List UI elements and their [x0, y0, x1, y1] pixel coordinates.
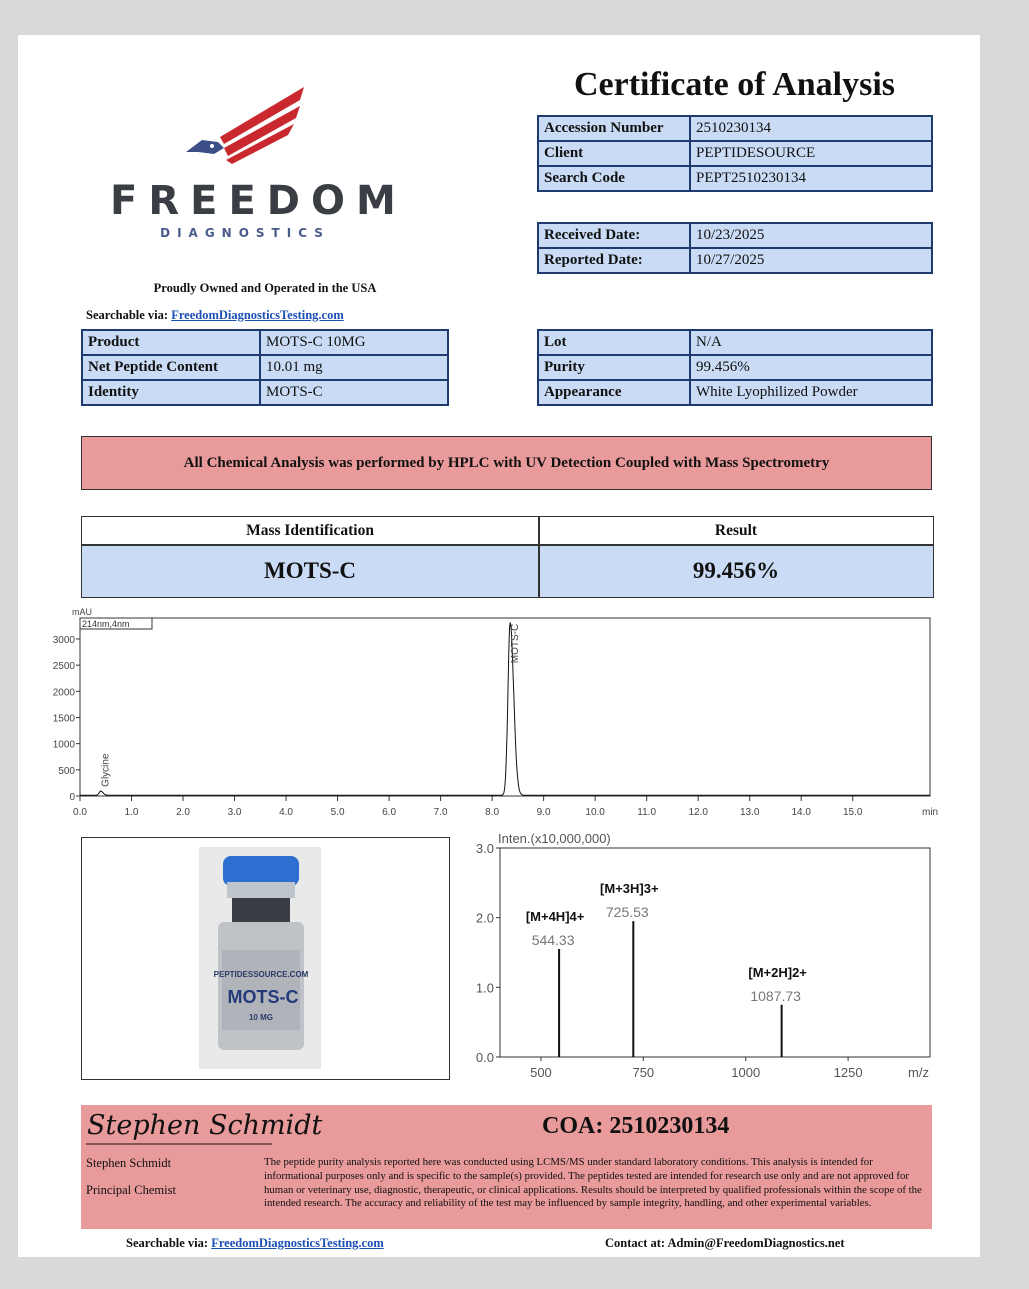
- x-tick-label: 9.0: [536, 807, 551, 818]
- field-label: Accession Number: [538, 116, 690, 141]
- lot-table: [537, 329, 933, 406]
- field-value: 10.01 mg: [260, 355, 448, 380]
- table-row: [82, 330, 448, 355]
- legend-label: 214nm,4nm: [82, 619, 130, 629]
- contact-line: [605, 1236, 845, 1251]
- table-row: [538, 330, 932, 355]
- field-label: Identity: [82, 380, 260, 405]
- vial-image: [82, 838, 449, 1079]
- x-tick-label: 7.0: [433, 807, 448, 818]
- tagline: Proudly Owned and Operated in the USA: [153, 281, 377, 295]
- disclaimer-text: The peptide purity analysis reported here was conducted using LCMS/MS under standard laboratory conditions. This analysis is intended for informational purposes only and is specific to the sample(s) provided. The peptides tested are intended for research use only and are not approved for human or veterinary use, diagnostic, therapeutic, or clinical applications. Results should be interpreted by qualified professionals within the scope of the intended research. The accuracy and reliability of the test may be influenced by sample integrity, handling, and other experimental variables.: [264, 1156, 922, 1210]
- vial-brand: PEPTIDESSOURCE.COM: [213, 970, 309, 979]
- table-row: [538, 141, 932, 166]
- peak-mz-label: 725.53: [605, 904, 649, 921]
- field-value: PEPTIDESOURCE: [690, 141, 932, 166]
- product-table: [81, 329, 449, 406]
- field-value: 10/23/2025: [690, 223, 932, 248]
- chemist-name: Stephen Schmidt: [86, 1156, 172, 1170]
- signature-underline: [86, 1142, 272, 1146]
- y-tick-label: 500: [58, 765, 75, 777]
- x-tick-label: 8.0: [485, 807, 500, 818]
- field-value: N/A: [690, 330, 932, 355]
- field-value: 10/27/2025: [690, 248, 932, 273]
- x-tick-label: 12.0: [688, 807, 708, 818]
- chemist-role: Principal Chemist: [86, 1183, 176, 1197]
- field-value: MOTS-C: [260, 380, 448, 405]
- field-label: Lot: [538, 330, 690, 355]
- y-tick-label: 2.0: [475, 910, 494, 926]
- x-tick-label: 13.0: [739, 807, 760, 818]
- peak-ion-label: [M+2H]2+: [748, 964, 807, 980]
- coa-number: COA: 2510230134: [542, 1113, 730, 1139]
- field-label: Purity: [538, 355, 690, 380]
- peak-ion-label: [M+3H]3+: [600, 881, 659, 897]
- peak-ion-label: [M+4H]4+: [525, 909, 585, 925]
- divider: [82, 544, 933, 546]
- divider: [538, 517, 540, 597]
- dates-table: [537, 222, 933, 274]
- x-tick-label: 1250: [833, 1065, 863, 1080]
- x-tick-label: 5.0: [330, 807, 345, 818]
- field-value: MOTS-C 10MG: [260, 330, 448, 355]
- field-label: Net Peptide Content: [82, 355, 260, 380]
- y-tick-label: 2500: [52, 661, 75, 673]
- field-label: Appearance: [538, 380, 690, 405]
- y-tick-label: 2000: [52, 687, 75, 699]
- x-tick-label: 4.0: [279, 807, 294, 818]
- peak-label: MOTS-C: [510, 623, 522, 664]
- peak-label: Glycine: [100, 753, 112, 787]
- field-value: 99.456%: [690, 355, 932, 380]
- contact-email: Admin@FreedomDiagnostics.net: [667, 1236, 845, 1250]
- flag-eagle-logo-icon: [184, 82, 309, 164]
- x-tick-label: 1000: [731, 1065, 761, 1080]
- y-axis-label: mAU: [72, 607, 92, 617]
- searchable-label: Searchable via:: [86, 308, 169, 322]
- x-tick-label: 14.0: [791, 807, 811, 818]
- table-row: [538, 223, 932, 248]
- bottom-searchable: [126, 1236, 384, 1251]
- field-label: Client: [538, 141, 690, 166]
- field-label: Received Date:: [538, 223, 690, 248]
- table-row: [538, 166, 932, 191]
- table-row: [538, 380, 932, 405]
- y-tick-label: 3.0: [475, 841, 494, 856]
- y-axis-label: Inten.(x10,000,000): [498, 831, 611, 846]
- x-tick-label: 10.0: [585, 807, 605, 818]
- field-label: Reported Date:: [538, 248, 690, 273]
- x-tick-label: 6.0: [382, 807, 397, 818]
- peak-mz-label: 544.33: [531, 932, 575, 949]
- x-tick-label: 500: [530, 1065, 552, 1080]
- searchable-line: [86, 308, 344, 323]
- x-tick-label: 0.0: [73, 807, 87, 818]
- chromatogram-trace: [80, 623, 930, 796]
- searchable-label: Searchable via:: [126, 1236, 209, 1250]
- accession-table: [537, 115, 933, 192]
- y-tick-label: 1500: [52, 713, 75, 725]
- table-row: [538, 116, 932, 141]
- method-banner: All Chemical Analysis was performed by HPLC with UV Detection Coupled with Mass Spectrometry: [81, 436, 932, 490]
- field-value: 2510230134: [690, 116, 932, 141]
- table-row: [82, 355, 448, 380]
- x-tick-label: 15.0: [842, 807, 863, 818]
- result-value: 99.456%: [539, 544, 933, 597]
- field-label: Search Code: [538, 166, 690, 191]
- vial-dose: 10 MG: [248, 1013, 274, 1022]
- logo-subtitle: DIAGNOSTICS: [160, 226, 330, 240]
- y-tick-label: 3000: [52, 634, 75, 646]
- website-link[interactable]: FreedomDiagnosticsTesting.com: [171, 308, 344, 322]
- table-row: [538, 248, 932, 273]
- peak-mz-label: 1087.73: [750, 987, 801, 1004]
- x-axis-label: min: [922, 807, 939, 818]
- y-tick-label: 1000: [52, 739, 75, 751]
- table-row: [82, 380, 448, 405]
- y-tick-label: 1.0: [475, 980, 494, 996]
- plot-frame: [500, 848, 930, 1057]
- chemist-signature: Stephen Schmidt: [87, 1110, 323, 1141]
- mass-id-value: MOTS-C: [82, 544, 538, 597]
- vial-name: MOTS-C: [227, 987, 299, 1007]
- website-link-bottom[interactable]: FreedomDiagnosticsTesting.com: [211, 1236, 384, 1250]
- result-header: Result: [539, 517, 933, 544]
- y-tick-label: 0.0: [475, 1050, 494, 1065]
- field-value: White Lyophilized Powder: [690, 380, 932, 405]
- x-axis-label: m/z: [908, 1065, 929, 1080]
- x-tick-label: 750: [632, 1065, 655, 1080]
- hplc-chromatogram: [40, 603, 940, 831]
- y-tick-label: 0: [69, 792, 75, 803]
- mass-id-header: Mass Identification: [82, 517, 538, 544]
- mass-identification-table: [81, 516, 934, 598]
- vial-photo: [81, 837, 450, 1080]
- x-tick-label: 11.0: [637, 807, 657, 818]
- plot-frame: [80, 618, 930, 796]
- contact-label: Contact at:: [605, 1236, 666, 1250]
- field-value: PEPT2510230134: [690, 166, 932, 191]
- page-title: Certificate of Analysis: [573, 66, 896, 103]
- table-row: [538, 355, 932, 380]
- logo-wordmark: FREEDOM: [110, 178, 407, 224]
- x-tick-label: 1.0: [124, 807, 139, 818]
- x-tick-label: 3.0: [227, 807, 242, 818]
- mass-spectrum-chart: [470, 830, 935, 1088]
- x-tick-label: 2.0: [176, 807, 190, 818]
- field-label: Product: [82, 330, 260, 355]
